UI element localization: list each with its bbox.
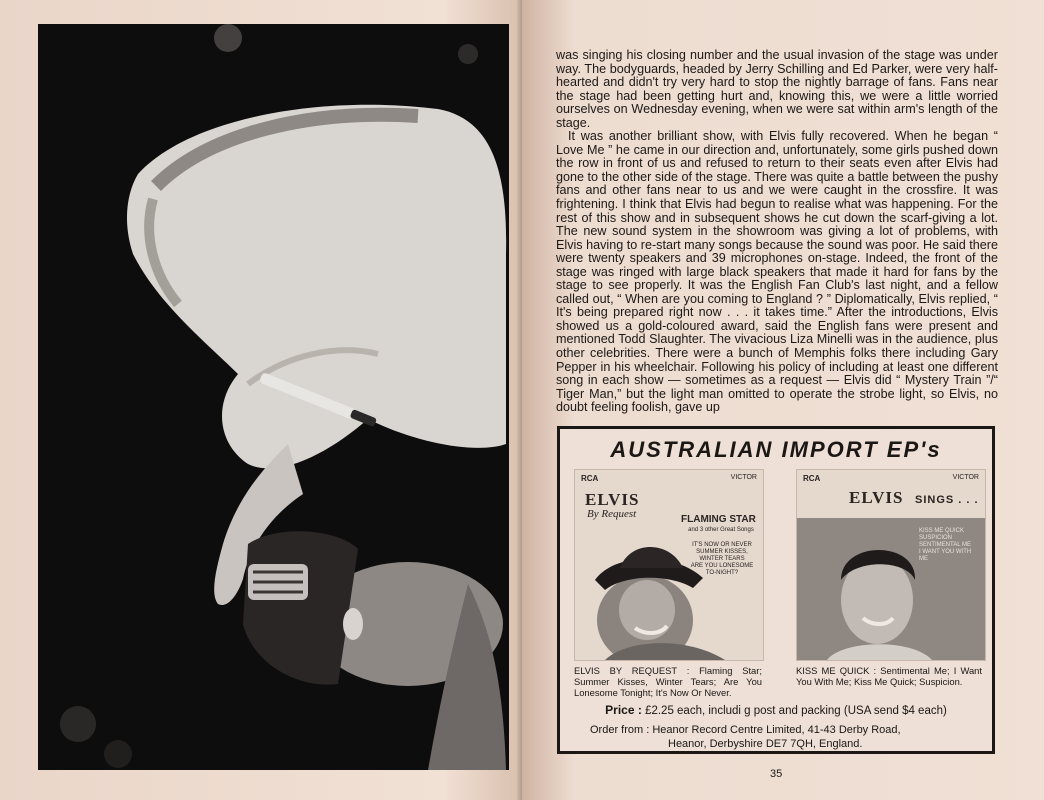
cover-song-subtitle: and 3 other Great Songs [688,527,754,533]
page-number: 35 [770,768,783,780]
order-address-line-2: Heanor, Derbyshire DE7 7QH, England. [668,738,863,750]
cover-title: ELVIS [585,490,640,509]
article-text [556,49,998,415]
rca-logo: RCA [581,474,599,483]
cover-title: ELVIS [849,488,904,507]
price-text: £2.25 each, includi g post and packing (USA send $4 each) [645,705,947,717]
rca-logo: RCA [803,474,821,483]
ad-title: AUSTRALIAN IMPORT EP's [610,437,942,462]
ep-cover-kiss-me-quick [796,469,986,661]
victor-label: VICTOR [952,474,979,481]
caption-elvis-by-request: ELVIS BY REQUEST : Flaming Star; Summer Kisses, Winter Tears; Are You Lonesome Tonight; It's Now Or Never. [574,665,762,698]
advertisement-box [557,426,995,754]
cover-sings: SINGS . . . [915,494,979,506]
ep-cover-elvis-by-request [574,469,764,661]
order-info [590,723,970,751]
order-address-line-1: Heanor Record Centre Limited, 41-43 Derby Road, [652,724,901,736]
price-label: Price : [605,703,642,717]
concert-photo [38,24,509,770]
caption-kiss-me-quick: KISS ME QUICK : Sentimental Me; I Want You With Me; Kiss Me Quick; Suspicion. [796,665,982,687]
article-paragraph-2: It was another brilliant show, with Elvis fully recovered. When he began “ Love Me ” he came in our direction and, unfortunately, some girls pushed down the row in front of us and refused to return to their seats even after Elvis had gone to the other side of the stage. There was quite a battle between the pushy fans and other fans near to us and we were caught in the crossfire. It was frightening. I think that Elvis had begun to realise what was happening. For the rest of this show and in subsequent shows he cut down the scarf-giving a lot. The new sound system in the showroom was giving a lot of problems, with Elvis having to re-start many songs because the sound was poor. He said there were twenty speakers and 39 microphones on-stage. Indeed, the front of the stage was ringed with large black speakers that made it hard for fans by the stage to see properly. It was the English Fan Club's last night, and a fellow called out, “ When are you coming to England ? ” Diplomatically, Elvis replied, “ It's being prepared right now . . . it takes time.” After the introductions, Elvis showed us a gold-coloured award, said the English fans were present and mentioned Todd Slaughter. The vivacious Liza Minelli was in the audience, plus other celebrities. There were a bunch of Memphis folks there including Gary Pepper in his wheelchair. Following his policy of including at least one different song in each show — sometimes as a request — Elvis did “ Mystery Train ”/“ Tiger Man,” but the light man omitted to operate the strobe light, so Elvis, no doubt feeling foolish, gave up [556,129,998,415]
cover-subtitle: By Request [587,508,637,520]
cover-song-title: FLAMING STAR [681,514,756,525]
cover-song-list: KISS ME QUICK SUSPICION SENTIMENTAL ME I WANT YOU WITH ME [919,528,972,562]
article-paragraph-1: was singing his closing number and the usual invasion of the stage was under way. The bodyguards, headed by Jerry Schilling and Ed Parker, were very half-hearted and didn't try very hard to stop the nightly barrage of fans. Fans near the stage had been getting hurt and, knowing this, we were a little worried ourselves on Wednesday evening, when we were sat within arm's length of the stage. [556,48,998,130]
cover-song-list: IT'S NOW OR NEVER SUMMER KISSES, WINTER TEARS ARE YOU LONESOME TO-NIGHT? [690,542,754,576]
victor-label: VICTOR [730,474,757,481]
price-line [560,703,992,717]
order-label: Order from : [590,724,650,736]
